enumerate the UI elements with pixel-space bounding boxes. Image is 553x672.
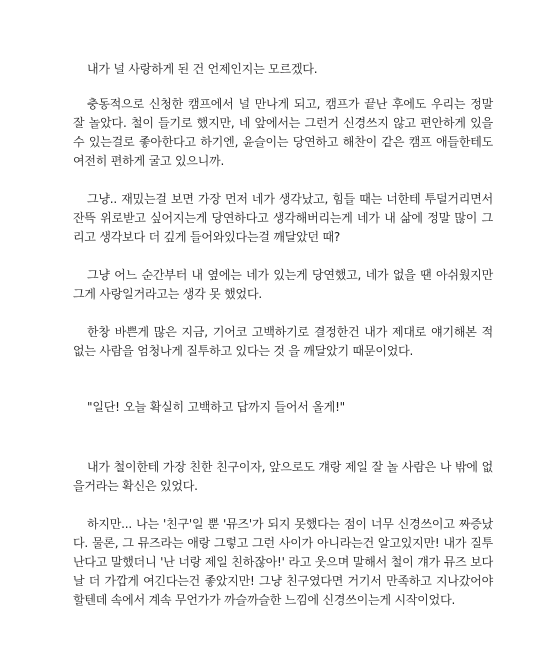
paragraph-2: 충동적으로 신청한 캠프에서 널 만나게 되고, 캠프가 끝난 후에도 우리는 정말 잘 놀았다. 철이 들기로 했지만, 네 앞에서는 그런거 신경쓰지 않고 편안하게 있을 수 있는걸로 좋아한다고 하기엔, 윤슬이는 당연하고 해찬이 같은 캠프 애들한테도 여전히 편하게 굴고 있으니까. (73, 97, 493, 168)
dialogue-line: "일단! 오늘 확실히 고백하고 답까지 들어서 올게!" (87, 400, 345, 414)
paragraph-6: 내가 철이한테 가장 친한 친구이자, 앞으로도 걔랑 제일 잘 놀 사람은 나 밖에 없을거라는 확신은 있었다. (73, 460, 493, 493)
paragraph-7: 하지만... 나는 '친구'일 뿐 '뮤즈'가 되지 못했다는 점이 너무 신경쓰이고 짜증났다. 물론, 그 뮤즈라는 애랑 그렇고 그런 사이가 아니라는건 알고있지만! 내가 질투난다고 말했더니 '난 너랑 제일 친하잖아!' 라고 웃으며 말해서 철이 걔가 뮤즈 보다 날 더 가깝게 여긴다는건 좋았지만! 그냥 친구였다면 거기서 만족하고 지나갔어야할텐데 속에서 계속 무언가가 까슬까슬한 느낌에 신경쓰이는게 시작이었다. (73, 517, 493, 607)
paragraph-4: 그냥 어느 순간부터 내 옆에는 네가 있는게 당연했고, 네가 없을 땐 아쉬웠지만 그게 사랑일거라고는 생각 못 했었다. (73, 268, 493, 301)
paragraph-1: 내가 널 사랑하게 된 건 언제인지는 모르겠다. (87, 62, 318, 76)
paragraph-5: 한창 바쁜게 많은 지금, 기어코 고백하기로 결정한건 내가 제대로 얘기해본 적 없는 사람을 엄청나게 질투하고 있다는 것 을 깨달았기 때문이었다. (73, 325, 493, 358)
paragraph-3: 그냥.. 재밌는걸 보면 가장 먼저 네가 생각났고, 힘들 때는 너한테 투덜거리면서 잔뜩 위로받고 싶어지는게 당연하다고 생각해버리는게 네가 내 삶에 정말 많이 그리고 생각보다 더 깊게 들어와있다는걸 깨달았던 때? (73, 192, 493, 244)
